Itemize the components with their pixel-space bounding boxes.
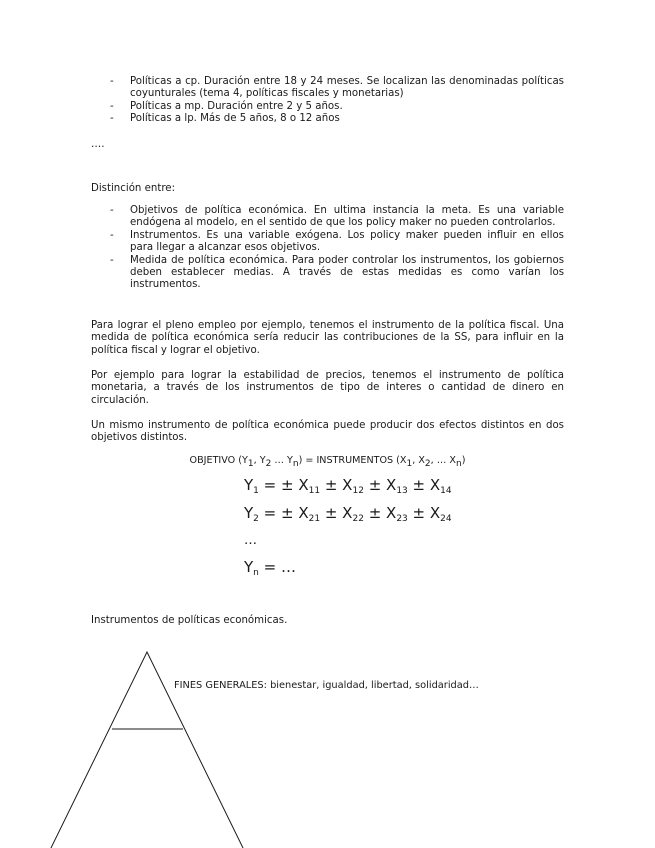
eq-text: ± X (407, 476, 441, 494)
formula-subscript: 2 (424, 459, 431, 469)
eq-text: = ± X (258, 476, 309, 494)
eq-subscript: 22 (352, 514, 364, 524)
instrumentos-heading: Instrumentos de políticas económicas. (91, 615, 288, 626)
list-item (110, 101, 564, 113)
eq-subscript: 21 (308, 514, 321, 524)
eq-text: = ± X (258, 504, 309, 522)
eq-text: ± X (363, 476, 397, 494)
formula-subscript: n (455, 459, 462, 469)
formula-text: ) = INSTRUMENTOS (X (298, 455, 407, 466)
equation-dots: … (244, 533, 257, 548)
formula-text: ) (461, 455, 466, 466)
list-dash: - (110, 113, 114, 125)
eq-text: ± X (363, 504, 397, 522)
list-item (110, 255, 564, 292)
list-item (110, 113, 564, 125)
list-dash: - (110, 100, 114, 112)
formula-header (0, 455, 655, 469)
list-item-text: Objetivos de política económica. En ultima instancia la meta. Es una variable endógena al modelo, en el sentido de que los policy maker no pueden controlarlos. (130, 205, 564, 229)
formula-text: … Y (271, 455, 293, 466)
list-item-text: Políticas a mp. Duración entre 2 y 5 años. (130, 100, 343, 112)
eq-subscript: 12 (352, 486, 364, 496)
list-item-text: Medida de política económica. Para poder controlar los instrumentos, los gobiernos deben establecer medias. A través de estas medidas es como varían los instrumentos. (130, 254, 564, 291)
formula-text: OBJETIVO (Y (189, 455, 248, 466)
list-item-text: Políticas a lp. Más de 5 años, 8 o 12 años (130, 113, 340, 125)
distincion-heading: Distinción entre: (91, 183, 176, 194)
eq-text: ± X (320, 504, 353, 522)
formula-text: , X (412, 455, 425, 466)
equation-y2 (244, 504, 452, 522)
list-dash: - (110, 254, 114, 266)
eq-text: = … (258, 558, 296, 576)
formula-text: , … X (430, 455, 456, 466)
equation-y1 (244, 476, 452, 494)
eq-subscript: n (253, 568, 259, 578)
eq-subscript: 14 (440, 486, 452, 496)
paragraph-mismo-instrumento: Un mismo instrumento de política económica puede producir dos efectos distintos en dos objetivos distintos. (91, 420, 564, 444)
list-dash: - (110, 205, 114, 216)
eq-text: Y (244, 504, 254, 522)
equation-yn (244, 558, 296, 576)
eq-subscript: 24 (440, 514, 452, 524)
eq-subscript: 23 (396, 514, 408, 524)
paragraph-pleno-empleo: Para lograr el pleno empleo por ejemplo, tenemos el instrumento de la política fiscal. Una medida de política económica sería reducir las contribuciones de la SS, para influir en la política fiscal y lograr el objetivo. (91, 320, 564, 356)
eq-text: ± X (320, 476, 353, 494)
list-item-text: Instrumentos. Es una variable exógena. Los policy maker pueden influir en ellos para llegar a alcanzar esos objetivos. (130, 229, 564, 254)
eq-text: Y (244, 476, 254, 494)
horizon-list (110, 76, 564, 126)
list-item (110, 230, 564, 255)
formula-subscript: n (292, 459, 299, 469)
list-item (110, 76, 564, 101)
eq-subscript: 13 (396, 486, 408, 496)
formula-subscript: 1 (406, 459, 413, 469)
paragraph-estabilidad-precios: Por ejemplo para lograr la estabilidad de precios, tenemos el instrumento de política monetaria, a través de los instrumentos de tipo de interes o cantidad de dinero en circulación. (91, 370, 564, 406)
ellipsis-line: …. (91, 139, 105, 150)
eq-text: Y (244, 558, 254, 576)
eq-subscript: 11 (308, 486, 321, 496)
list-item-text: Políticas a cp. Duración entre 18 y 24 meses. Se localizan las denominadas políticas coyunturales (tema 4, políticas fiscales y monetarias) (130, 76, 564, 100)
eq-text: ± X (407, 504, 441, 522)
eq-subscript: 2 (253, 514, 259, 524)
pyramid-diagram (0, 640, 655, 848)
list-dash: - (110, 76, 114, 87)
formula-subscript: 2 (265, 459, 272, 469)
formula-text: , Y (253, 455, 266, 466)
eq-subscript: 1 (253, 486, 259, 496)
list-item (110, 205, 564, 230)
distincion-list (110, 205, 564, 292)
formula-subscript: 1 (247, 459, 254, 469)
pyramid-label: FINES GENERALES: bienestar, igualdad, libertad, solidaridad… (174, 680, 479, 691)
list-dash: - (110, 229, 114, 241)
